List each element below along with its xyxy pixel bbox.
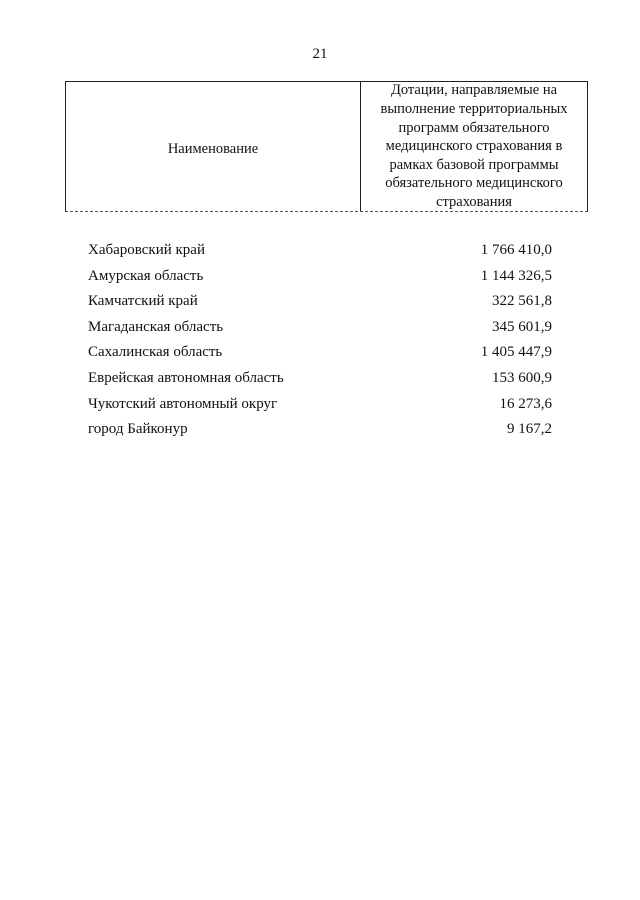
region-name: Чукотский автономный округ [88, 395, 278, 412]
region-name: Хабаровский край [88, 242, 205, 258]
subsidy-amount: 9 167,2 [507, 421, 552, 438]
subsidy-amount: 1 144 326,5 [480, 267, 552, 284]
column-header-subsidies: Дотации, направляемые на выполнение территориальных программ обязательного медицинского страхования в рамках базовой программы обязательного медицинского страхования [380, 82, 568, 210]
table-row [88, 417, 552, 443]
region-name: город Байконур [88, 421, 188, 438]
table-header [65, 81, 588, 212]
table-row [88, 340, 552, 366]
table-row [88, 392, 552, 418]
table-row [88, 315, 552, 341]
region-name: Еврейская автономная область [88, 369, 284, 386]
region-name: Камчатский край [88, 293, 198, 310]
region-name: Сахалинская область [88, 344, 223, 361]
table-row [88, 238, 552, 264]
subsidy-amount: 322 561,8 [492, 293, 552, 310]
table-row [88, 366, 552, 392]
table-row [88, 289, 552, 315]
subsidy-amount: 345 601,9 [492, 318, 552, 335]
table-row [88, 264, 552, 290]
subsidy-amount: 153 600,9 [492, 369, 552, 386]
subsidy-amount: 16 273,6 [499, 395, 552, 412]
table-body [88, 238, 552, 443]
region-name: Амурская область [88, 267, 204, 284]
region-name: Магаданская область [88, 318, 224, 335]
subsidy-amount: 1 766 410,0 [480, 242, 552, 258]
column-header-name: Наименование [66, 82, 361, 211]
subsidy-amount: 1 405 447,9 [480, 344, 552, 361]
page-number: 21 [312, 46, 328, 62]
